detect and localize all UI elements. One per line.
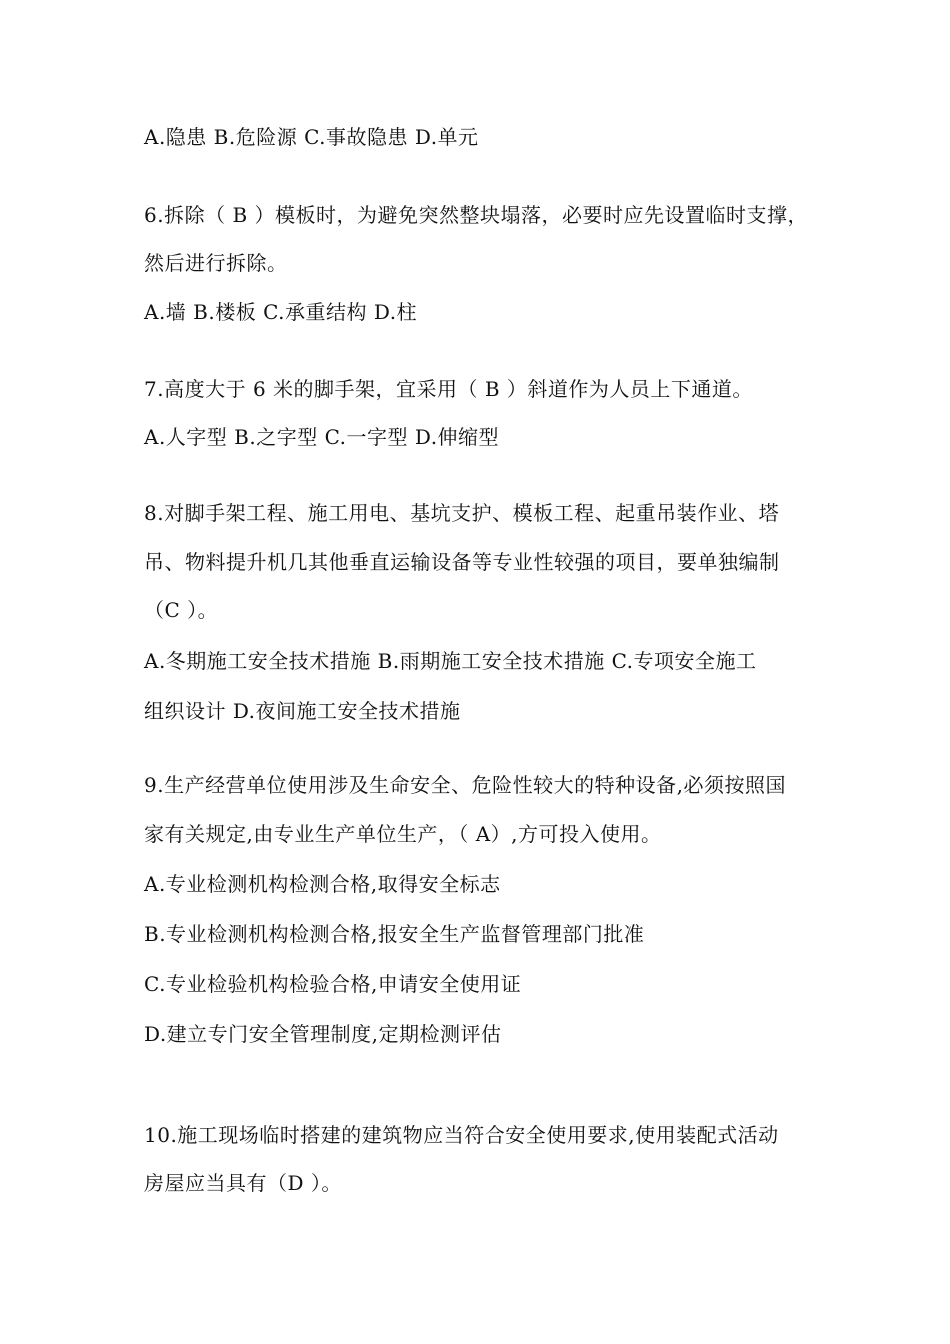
q9-option-c: C.专业检验机构检验合格,申请安全使用证 <box>144 972 522 996</box>
q9-text-line-1: 9.生产经营单位使用涉及生命安全、危险性较大的特种设备,必须按照国 <box>144 773 786 797</box>
q7-options: A.人字型 B.之字型 C.一字型 D.伸缩型 <box>144 425 500 449</box>
q8-text-line-1: 8.对脚手架工程、施工用电、基坑支护、模板工程、起重吊装作业、塔 <box>144 501 780 525</box>
q10-text-line-2: 房屋应当具有（D ）。 <box>144 1171 342 1195</box>
q5-options: A.隐患 B.危险源 C.事故隐患 D.单元 <box>144 125 479 149</box>
q8-text-line-2: 吊、物料提升机几其他垂直运输设备等专业性较强的项目，要单独编制 <box>144 550 780 574</box>
q9-text-line-2: 家有关规定,由专业生产单位生产，（ A）,方可投入使用。 <box>144 822 662 846</box>
q6-text-line-1: 6.拆除（ B ）模板时，为避免突然整块塌落，必要时应先设置临时支撑， <box>144 203 808 227</box>
q9-option-d: D.建立专门安全管理制度,定期检测评估 <box>144 1022 502 1046</box>
q7-text: 7.高度大于 6 米的脚手架，宜采用（ B ）斜道作为人员上下通道。 <box>144 377 753 401</box>
q6-options: A.墙 B.楼板 C.承重结构 D.柱 <box>144 300 418 324</box>
q8-options-line-1: A.冬期施工安全技术措施 B.雨期施工安全技术措施 C.专项安全施工 <box>144 649 757 673</box>
q9-option-a: A.专业检测机构检测合格,取得安全标志 <box>144 872 501 896</box>
q8-text-line-3: （C ）。 <box>144 598 219 622</box>
q9-option-b: B.专业检测机构检测合格,报安全生产监督管理部门批准 <box>144 922 645 946</box>
q8-options-line-2: 组织设计 D.夜间施工安全技术措施 <box>144 699 461 723</box>
q6-text-line-2: 然后进行拆除。 <box>144 251 288 275</box>
q10-text-line-1: 10.施工现场临时搭建的建筑物应当符合安全使用要求,使用装配式活动 <box>144 1123 779 1147</box>
